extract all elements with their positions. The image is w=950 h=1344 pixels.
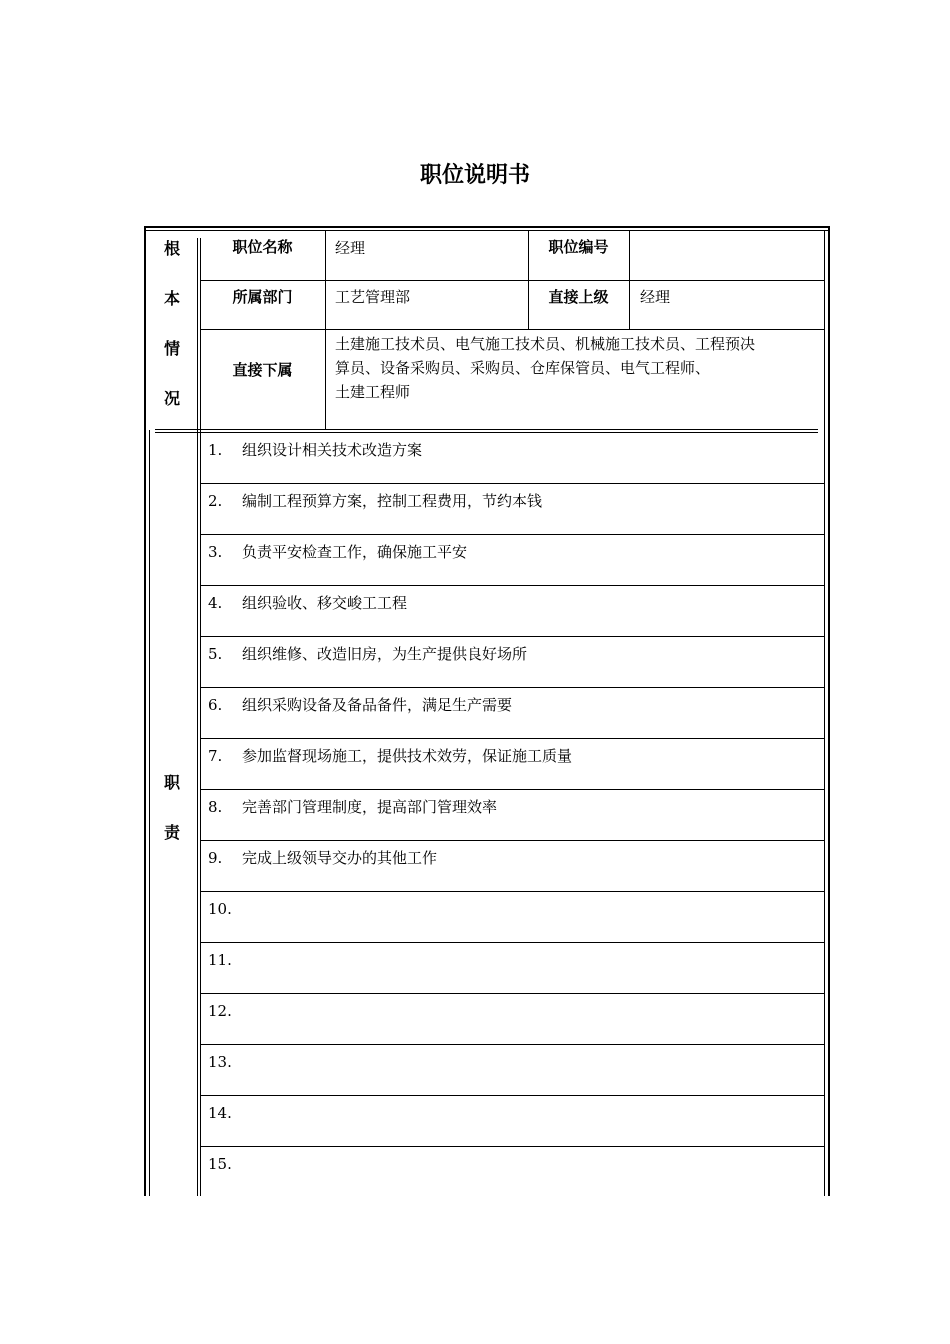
duty-number: 8. (208, 798, 223, 816)
duty-number: 11. (208, 951, 232, 969)
row-divider-1 (200, 280, 825, 281)
frame-left-border-inner (149, 430, 150, 1196)
section-divider (155, 429, 818, 430)
duty-row (200, 586, 825, 637)
duty-text: 组织采购设备及备品备件，满足生产需要 (242, 696, 513, 714)
department-value: 工艺管理部 (335, 288, 411, 306)
duty-number: 4. (208, 594, 223, 612)
page-title: 职位说明书 (419, 163, 530, 188)
direct-superior-label: 直接上级 (548, 288, 609, 306)
duty-number: 7. (208, 747, 223, 765)
frame-top-border-inner (144, 230, 830, 231)
duty-text: 编制工程预算方案，控制工程费用，节约本钱 (242, 492, 543, 510)
duty-number: 13. (208, 1053, 232, 1071)
section-char: 情 (163, 339, 180, 358)
direct-superior-value: 经理 (640, 288, 671, 306)
duty-row (200, 739, 825, 790)
duty-number: 9. (208, 849, 223, 867)
position-code-label: 职位编号 (548, 238, 609, 256)
duty-text: 组织维修、改造旧房，为生产提供良好场所 (242, 645, 528, 663)
duty-text: 组织设计相关技术改造方案 (242, 441, 423, 459)
duty-row (200, 841, 825, 892)
duty-number: 12. (208, 1002, 232, 1020)
duty-number: 5. (208, 645, 223, 663)
duty-number: 2. (208, 492, 223, 510)
section-char: 况 (163, 389, 180, 408)
duty-row (200, 688, 825, 739)
position-name-value: 经理 (335, 239, 366, 257)
row-divider-2 (200, 329, 825, 330)
duty-row (200, 1045, 825, 1096)
subordinates-line: 土建施工技术员、电气施工技术员、机械施工技术员、工程预决 (335, 335, 756, 353)
duty-row (200, 790, 825, 841)
duty-text: 完成上级领导交办的其他工作 (242, 849, 438, 867)
duty-number: 10. (208, 900, 232, 918)
subordinates-line: 土建工程师 (335, 383, 411, 401)
section-char: 根 (163, 239, 180, 258)
position-name-label: 职位名称 (232, 238, 293, 256)
duty-row (200, 535, 825, 586)
duty-text: 负责平安检查工作，确保施工平安 (242, 543, 468, 561)
duty-row (200, 637, 825, 688)
duty-row (200, 994, 825, 1045)
section-char: 本 (163, 289, 180, 308)
frame-top-border (144, 226, 830, 228)
frame-left-border (144, 226, 146, 1196)
frame-right-border (828, 226, 830, 1196)
duty-number: 1. (208, 441, 223, 459)
duty-text: 参加监督现场施工，提供技术效劳，保证施工质量 (242, 747, 573, 765)
duty-number: 3. (208, 543, 223, 561)
duty-row (200, 484, 825, 535)
duty-text: 完善部门管理制度，提高部门管理效率 (242, 798, 498, 816)
duty-number: 14. (208, 1104, 232, 1122)
duty-text: 组织验收、移交峻工工程 (242, 594, 408, 612)
duty-row (200, 1096, 825, 1147)
department-label: 所属部门 (232, 288, 293, 306)
duty-row (200, 892, 825, 943)
col-divider-a (325, 231, 326, 430)
col-divider-c (629, 231, 630, 329)
duty-number: 6. (208, 696, 223, 714)
label-column-separator (197, 238, 198, 1196)
subordinates-line: 算员、设备采购员、采购员、仓库保管员、电气工程师、 (335, 359, 711, 377)
section-char: 责 (163, 823, 180, 842)
duty-row (200, 433, 825, 484)
duty-row (200, 1147, 825, 1198)
direct-subordinates-label: 直接下属 (232, 361, 293, 379)
duty-number: 15. (208, 1155, 232, 1173)
section-char: 职 (163, 773, 180, 792)
duty-row (200, 943, 825, 994)
direct-subordinates-value (335, 332, 825, 404)
